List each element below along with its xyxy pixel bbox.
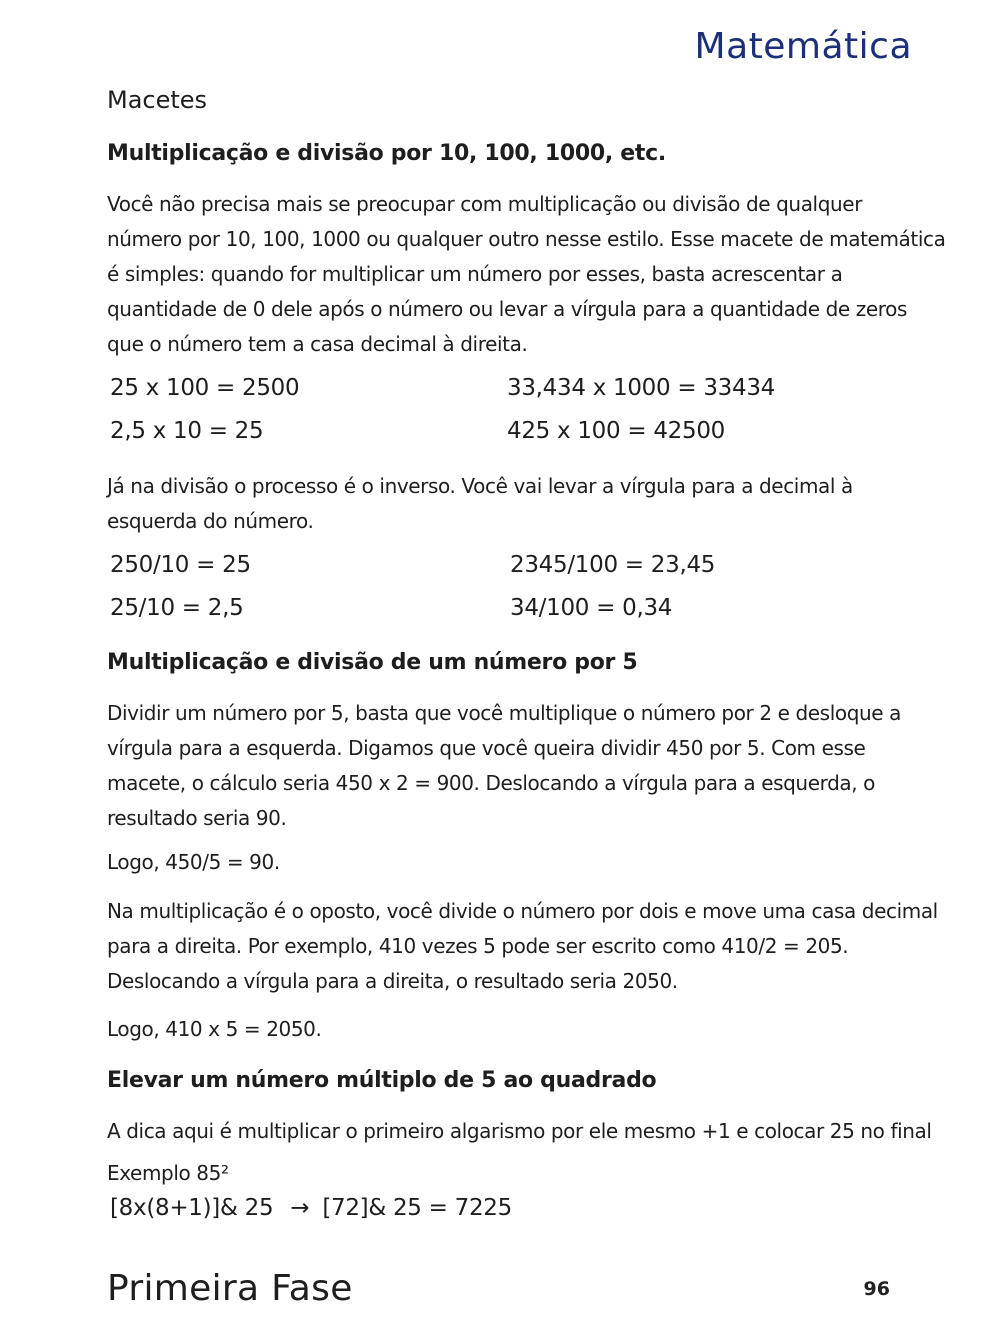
text-line: é simples: quando for multiplicar um número por esses, basta acrescentar a <box>107 262 843 286</box>
paragraph-example-label <box>107 1156 907 1191</box>
equation: 2345/100 = 23,45 <box>510 552 716 578</box>
text-line: quantidade de 0 dele após o número ou levar a vírgula para a quantidade de zeros <box>107 297 907 321</box>
equation: 34/100 = 0,34 <box>510 595 673 621</box>
example-calculation <box>110 1195 512 1221</box>
equation: 25 x 100 = 2500 <box>110 375 300 401</box>
example-calc-right: [72]& 25 = 7225 <box>322 1195 512 1221</box>
equation: 425 x 100 = 42500 <box>507 418 725 444</box>
text-line: que o número tem a casa decimal à direita. <box>107 332 528 356</box>
heading-square-multiple-of-5: Elevar um número múltiplo de 5 ao quadrado <box>107 1068 657 1093</box>
equation: 33,434 x 1000 = 33434 <box>507 375 776 401</box>
text-line: esquerda do número. <box>107 509 314 533</box>
text-line: resultado seria 90. <box>107 806 287 830</box>
equation: 2,5 x 10 = 25 <box>110 418 264 444</box>
paragraph-multiplication-result <box>107 1012 907 1047</box>
section-label: Macetes <box>107 86 208 114</box>
heading-multiplication-division-by-5: Multiplicação e divisão de um número por 5 <box>107 650 638 675</box>
footer-title: Primeira Fase <box>107 1268 353 1309</box>
text-line: Deslocando a vírgula para a direita, o resultado seria 2050. <box>107 969 678 993</box>
text-line: Exemplo 85² <box>107 1161 229 1185</box>
text-line: Logo, 410 x 5 = 2050. <box>107 1017 322 1041</box>
paragraph-multiplication-by-5 <box>107 894 938 999</box>
text-line: Logo, 450/5 = 90. <box>107 850 280 874</box>
paragraph-square-tip <box>107 1114 932 1149</box>
paragraph-intro <box>107 187 946 362</box>
heading-multiplication-division-by-10: Multiplicação e divisão por 10, 100, 1000, etc. <box>107 141 666 166</box>
text-line: para a direita. Por exemplo, 410 vezes 5 pode ser escrito como 410/2 = 205. <box>107 934 849 958</box>
text-line: A dica aqui é multiplicar o primeiro algarismo por ele mesmo +1 e colocar 25 no final <box>107 1119 932 1143</box>
text-line: macete, o cálculo seria 450 x 2 = 900. Deslocando a vírgula para a esquerda, o <box>107 771 875 795</box>
text-line: Já na divisão o processo é o inverso. Você vai levar a vírgula para a decimal à <box>107 474 853 498</box>
paragraph-division-intro <box>107 469 907 539</box>
page-header-title: Matemática <box>694 26 912 67</box>
text-line: número por 10, 100, 1000 ou qualquer outro nesse estilo. Esse macete de matemática <box>107 227 946 251</box>
text-line: vírgula para a esquerda. Digamos que você queira dividir 450 por 5. Com esse <box>107 736 866 760</box>
example-calc-left: [8x(8+1)]& 25 <box>110 1195 274 1221</box>
equation: 250/10 = 25 <box>110 552 251 578</box>
equation: 25/10 = 2,5 <box>110 595 244 621</box>
text-line: Na multiplicação é o oposto, você divide o número por dois e move uma casa decimal <box>107 899 938 923</box>
paragraph-division-by-5 <box>107 696 907 836</box>
arrow-right-icon: → <box>290 1195 310 1221</box>
page-number: 96 <box>863 1278 890 1300</box>
text-line: Dividir um número por 5, basta que você multiplique o número por 2 e desloque a <box>107 701 901 725</box>
text-line: Você não precisa mais se preocupar com multiplicação ou divisão de qualquer <box>107 192 863 216</box>
paragraph-division-result <box>107 845 907 880</box>
